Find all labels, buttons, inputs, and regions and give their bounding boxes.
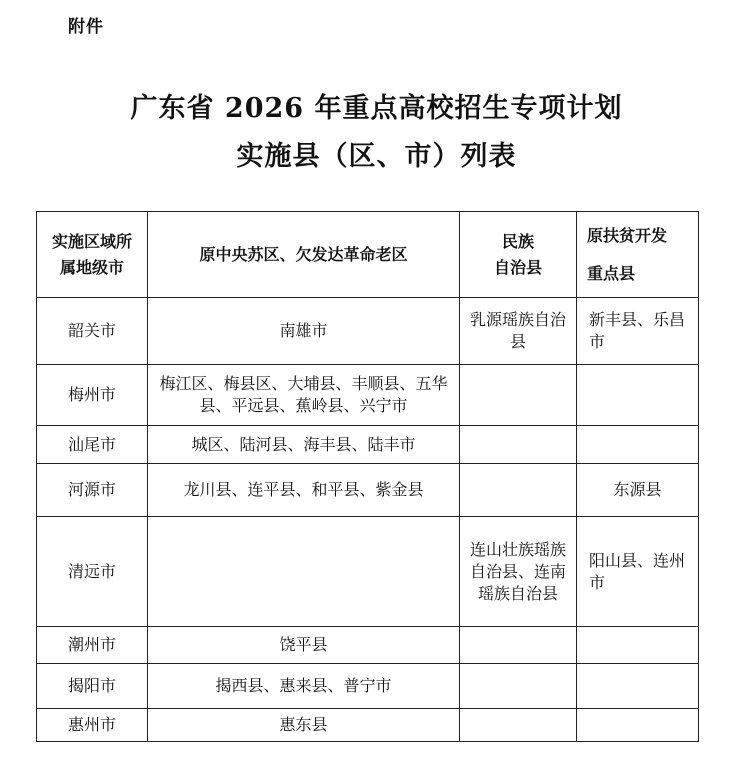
county-list-table [36, 211, 699, 742]
ethnic-cell: 乳源瑶族自治县 [460, 298, 577, 365]
table-row [37, 709, 699, 742]
table-row [37, 298, 699, 365]
ethnic-cell: 连山壮族瑶族自治县、连南瑶族自治县 [460, 517, 577, 627]
poverty-cell [577, 365, 699, 426]
poverty-cell: 新丰县、乐昌市 [577, 298, 699, 365]
old-area-cell: 南雄市 [148, 298, 460, 365]
table-row [37, 365, 699, 426]
ethnic-cell [460, 365, 577, 426]
poverty-cell [577, 664, 699, 709]
table-row [37, 517, 699, 627]
city-cell: 韶关市 [37, 298, 148, 365]
poverty-cell [577, 426, 699, 464]
table-row [37, 627, 699, 664]
header-old-revolutionary-area: 原中央苏区、欠发达革命老区 [148, 212, 460, 298]
header-city: 实施区域所 属地级市 [37, 212, 148, 298]
table-row [37, 664, 699, 709]
header-ethnic-autonomous: 民族 自治县 [460, 212, 577, 298]
old-area-cell: 龙川县、连平县、和平县、紫金县 [148, 464, 460, 517]
attachment-label: 附件 [68, 17, 104, 37]
table-header-row [37, 212, 699, 298]
city-cell: 河源市 [37, 464, 148, 517]
old-area-cell: 揭西县、惠来县、普宁市 [148, 664, 460, 709]
old-area-cell [148, 517, 460, 627]
city-cell: 潮州市 [37, 627, 148, 664]
old-area-cell: 惠东县 [148, 709, 460, 742]
ethnic-cell [460, 709, 577, 742]
poverty-cell [577, 627, 699, 664]
old-area-cell: 城区、陆河县、海丰县、陆丰市 [148, 426, 460, 464]
poverty-cell: 东源县 [577, 464, 699, 517]
city-cell: 清远市 [37, 517, 148, 627]
ethnic-cell [460, 426, 577, 464]
ethnic-cell [460, 664, 577, 709]
ethnic-cell [460, 464, 577, 517]
table-row [37, 426, 699, 464]
city-cell: 汕尾市 [37, 426, 148, 464]
old-area-cell: 饶平县 [148, 627, 460, 664]
ethnic-cell [460, 627, 577, 664]
poverty-cell [577, 709, 699, 742]
header-poverty-county: 原扶贫开发 重点县 [577, 212, 699, 298]
old-area-cell: 梅江区、梅县区、大埔县、丰顺县、五华县、平远县、蕉岭县、兴宁市 [148, 365, 460, 426]
document-title-line-1: 广东省 2026 年重点高校招生专项计划 [130, 93, 623, 124]
city-cell: 惠州市 [37, 709, 148, 742]
table-row [37, 464, 699, 517]
city-cell: 揭阳市 [37, 664, 148, 709]
city-cell: 梅州市 [37, 365, 148, 426]
document-title-line-2: 实施县（区、市）列表 [236, 141, 517, 172]
poverty-cell: 阳山县、连州市 [577, 517, 699, 627]
